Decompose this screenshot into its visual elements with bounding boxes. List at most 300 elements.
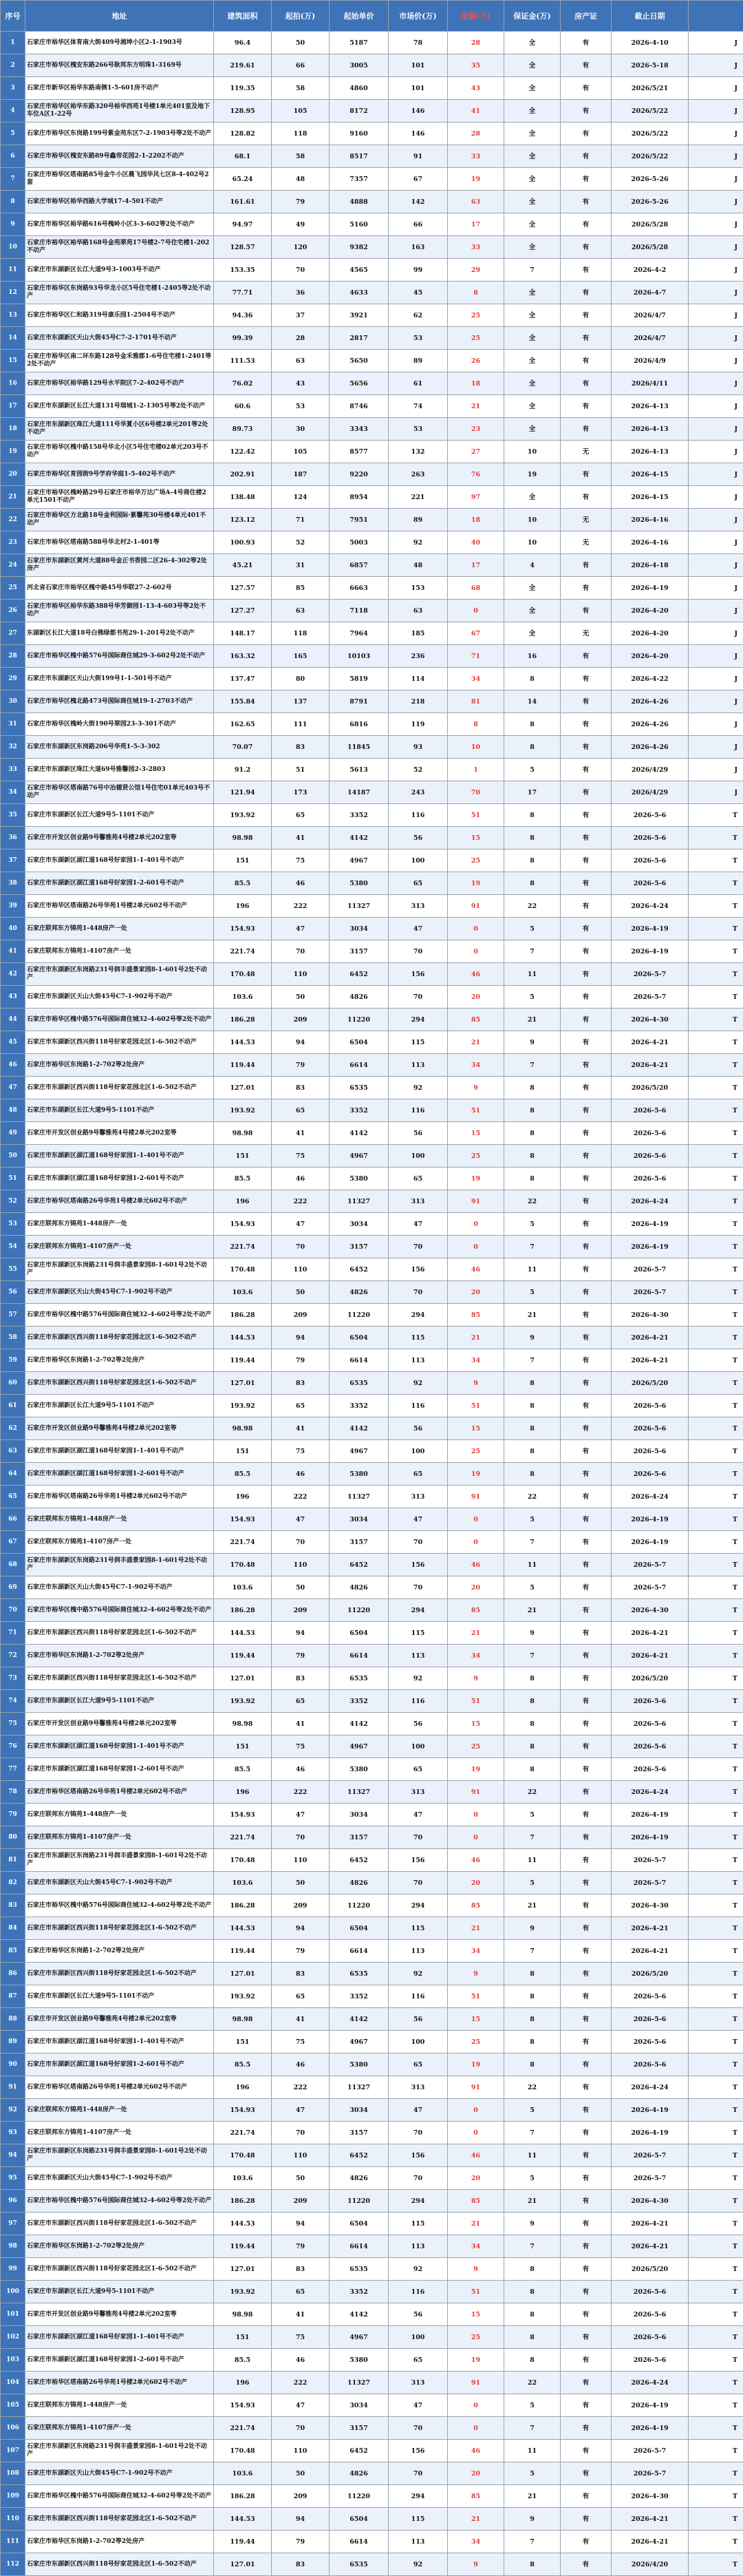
row-market-price: 185 <box>389 622 448 645</box>
row-unit-price: 5650 <box>330 350 389 372</box>
row-address: 石家庄市裕华区槐中路576号国际商住城32-4-602号等2处不动产 <box>25 1009 214 1031</box>
row-certificate: 有 <box>561 100 612 123</box>
row-type: T <box>689 1395 743 1417</box>
row-type: J <box>689 168 743 191</box>
row-discount: 19 <box>448 168 504 191</box>
row-deposit: 8 <box>504 1985 561 2008</box>
row-market-price: 56 <box>389 2008 448 2031</box>
row-market-price: 113 <box>389 1940 448 1963</box>
row-start-price: 75 <box>272 2326 330 2349</box>
row-discount: 0 <box>448 1213 504 1236</box>
row-end-date: 2026-4-15 <box>612 486 689 509</box>
row-start-price: 94 <box>272 2213 330 2235</box>
row-certificate: 无 <box>561 531 612 554</box>
row-end-date: 2026-5-7 <box>612 1872 689 1894</box>
row-deposit: 全 <box>504 395 561 418</box>
row-deposit: 11 <box>504 1554 561 1576</box>
row-unit-price: 3157 <box>330 1531 389 1554</box>
row-start-price: 50 <box>272 2462 330 2485</box>
row-area: 221.74 <box>214 1826 272 1849</box>
row-deposit: 全 <box>504 372 561 395</box>
row-address: 河北省石家庄市裕华区槐中路45号华联27-2-602号 <box>25 577 214 600</box>
row-deposit: 7 <box>504 2235 561 2258</box>
row-certificate: 有 <box>561 32 612 54</box>
row-market-price: 63 <box>389 600 448 622</box>
row-index: 57 <box>1 1304 25 1327</box>
row-market-price: 91 <box>389 145 448 168</box>
row-certificate: 有 <box>561 1599 612 1622</box>
row-discount: 91 <box>448 895 504 918</box>
row-index: 94 <box>1 2144 25 2167</box>
row-certificate: 有 <box>561 1122 612 1145</box>
row-index: 91 <box>1 2076 25 2099</box>
row-certificate: 有 <box>561 2440 612 2462</box>
row-market-price: 47 <box>389 918 448 940</box>
row-certificate: 有 <box>561 2394 612 2417</box>
table-row <box>1 1963 743 1985</box>
row-end-date: 2026-4-24 <box>612 2076 689 2099</box>
row-discount: 21 <box>448 2213 504 2235</box>
row-unit-price: 7964 <box>330 622 389 645</box>
row-deposit: 8 <box>504 2281 561 2303</box>
row-discount: 15 <box>448 1122 504 1145</box>
row-certificate: 有 <box>561 1735 612 1758</box>
row-market-price: 156 <box>389 963 448 986</box>
row-deposit: 全 <box>504 622 561 645</box>
row-type: J <box>689 100 743 123</box>
row-address: 石家庄市东湖新区西兴街118号好家花园北区1-6-502不动产 <box>25 1917 214 1940</box>
row-type: T <box>689 2144 743 2167</box>
row-address: 石家庄联邦东方锦苑1-448房产一处 <box>25 1213 214 1236</box>
row-type: T <box>689 940 743 963</box>
row-certificate: 有 <box>561 1872 612 1894</box>
row-start-price: 222 <box>272 895 330 918</box>
row-start-price: 51 <box>272 759 330 781</box>
row-unit-price: 3157 <box>330 2122 389 2144</box>
row-start-price: 63 <box>272 350 330 372</box>
table-row <box>1 1781 743 1804</box>
row-discount: 34 <box>448 2235 504 2258</box>
row-certificate: 有 <box>561 2531 612 2553</box>
row-area: 45.21 <box>214 554 272 577</box>
row-certificate: 有 <box>561 1645 612 1667</box>
row-certificate: 有 <box>561 1758 612 1781</box>
row-market-price: 99 <box>389 259 448 282</box>
row-unit-price: 4967 <box>330 1440 389 1463</box>
row-certificate: 有 <box>561 872 612 895</box>
row-address: 石家庄市裕华区裕华路168号金苑翠苑17号楼2-7号住宅楼1-202不动产 <box>25 236 214 259</box>
row-area: 98.98 <box>214 1713 272 1735</box>
row-unit-price: 6504 <box>330 1917 389 1940</box>
row-unit-price: 4967 <box>330 2326 389 2349</box>
row-address: 石家庄市裕华区槐岭大街190号翠园23-3-301不动产 <box>25 713 214 736</box>
row-unit-price: 11220 <box>330 2485 389 2508</box>
row-certificate: 有 <box>561 1826 612 1849</box>
row-certificate: 有 <box>561 1281 612 1304</box>
row-deposit: 8 <box>504 1168 561 1190</box>
row-unit-price: 5656 <box>330 372 389 395</box>
row-address: 石家庄市裕华区东岗路1-2-702等2处房产 <box>25 1054 214 1077</box>
row-end-date: 2026-4-10 <box>612 32 689 54</box>
row-unit-price: 3034 <box>330 2394 389 2417</box>
row-discount: 20 <box>448 2167 504 2190</box>
row-address: 石家庄市东湖新区湖江道168号好家园1-1-401号不动产 <box>25 1735 214 1758</box>
row-unit-price: 6452 <box>330 2144 389 2167</box>
row-address: 石家庄市东湖新区东岗路231号润丰盛景家园8-1-601号2处不动产 <box>25 1849 214 1872</box>
row-unit-price: 6614 <box>330 1054 389 1077</box>
row-address: 石家庄市裕华区塔南路26号华苑1号楼2单元602号不动产 <box>25 895 214 918</box>
row-type: J <box>689 668 743 690</box>
row-index: 13 <box>1 304 25 327</box>
row-discount: 17 <box>448 554 504 577</box>
row-market-price: 92 <box>389 2258 448 2281</box>
row-end-date: 2026-4-30 <box>612 2190 689 2213</box>
row-certificate: 有 <box>561 1395 612 1417</box>
row-area: 119.44 <box>214 1940 272 1963</box>
table-row <box>1 1804 743 1826</box>
row-type: J <box>689 213 743 236</box>
row-area: 138.48 <box>214 486 272 509</box>
row-start-price: 28 <box>272 327 330 350</box>
row-discount: 34 <box>448 1054 504 1077</box>
row-end-date: 2026-4-19 <box>612 1804 689 1826</box>
row-area: 119.44 <box>214 1054 272 1077</box>
row-start-price: 52 <box>272 531 330 554</box>
table-row <box>1 1554 743 1576</box>
row-market-price: 70 <box>389 1281 448 1304</box>
row-discount: 46 <box>448 2144 504 2167</box>
row-start-price: 50 <box>272 32 330 54</box>
row-end-date: 2026-5-6 <box>612 804 689 827</box>
row-market-price: 70 <box>389 1872 448 1894</box>
row-end-date: 2026/5/21 <box>612 77 689 100</box>
row-type: J <box>689 123 743 145</box>
row-start-price: 41 <box>272 1417 330 1440</box>
table-row <box>1 2440 743 2462</box>
row-address: 石家庄市裕华区体育南大街409号湘坤小区2-1-1903号 <box>25 32 214 54</box>
row-deposit: 21 <box>504 1304 561 1327</box>
row-end-date: 2026-5-7 <box>612 2462 689 2485</box>
row-end-date: 2026/5/22 <box>612 145 689 168</box>
row-market-price: 115 <box>389 2508 448 2531</box>
table-row <box>1 1031 743 1054</box>
row-end-date: 2026-4-13 <box>612 441 689 463</box>
row-discount: 25 <box>448 2326 504 2349</box>
row-discount: 34 <box>448 2531 504 2553</box>
row-area: 89.73 <box>214 418 272 441</box>
row-unit-price: 9160 <box>330 123 389 145</box>
row-discount: 25 <box>448 2031 504 2054</box>
table-row <box>1 736 743 759</box>
row-unit-price: 6452 <box>330 1554 389 1576</box>
row-address: 石家庄市裕华区塔南路26号华苑1号楼2单元602号不动产 <box>25 2076 214 2099</box>
row-unit-price: 4826 <box>330 1281 389 1304</box>
row-market-price: 294 <box>389 1304 448 1327</box>
row-type: J <box>689 645 743 668</box>
row-discount: 15 <box>448 1713 504 1735</box>
row-certificate: 有 <box>561 1031 612 1054</box>
row-type: T <box>689 1099 743 1122</box>
table-row <box>1 1009 743 1031</box>
row-certificate: 有 <box>561 1077 612 1099</box>
row-type: T <box>689 2508 743 2531</box>
row-address: 石家庄市裕华区裕华西路大学城17-4-501不动产 <box>25 191 214 213</box>
table-row <box>1 1099 743 1122</box>
row-start-price: 70 <box>272 1826 330 1849</box>
row-certificate: 有 <box>561 1054 612 1077</box>
row-deposit: 8 <box>504 1463 561 1486</box>
row-start-price: 83 <box>272 2553 330 2576</box>
row-type: T <box>689 1758 743 1781</box>
row-type: J <box>689 145 743 168</box>
row-index: 24 <box>1 554 25 577</box>
row-unit-price: 6504 <box>330 2508 389 2531</box>
row-index: 39 <box>1 895 25 918</box>
row-area: 151 <box>214 849 272 872</box>
row-index: 28 <box>1 645 25 668</box>
row-deposit: 5 <box>504 1213 561 1236</box>
row-type: J <box>689 577 743 600</box>
row-index: 54 <box>1 1236 25 1258</box>
row-type: T <box>689 849 743 872</box>
row-certificate: 有 <box>561 2258 612 2281</box>
row-type: T <box>689 2394 743 2417</box>
row-start-price: 46 <box>272 1463 330 1486</box>
row-certificate: 有 <box>561 804 612 827</box>
row-start-price: 70 <box>272 2122 330 2144</box>
row-index: 73 <box>1 1667 25 1690</box>
row-discount: 33 <box>448 236 504 259</box>
row-certificate: 有 <box>561 1554 612 1576</box>
table-row <box>1 2076 743 2099</box>
row-unit-price: 11327 <box>330 895 389 918</box>
row-certificate: 有 <box>561 77 612 100</box>
row-area: 103.6 <box>214 2167 272 2190</box>
row-index: 41 <box>1 940 25 963</box>
row-discount: 19 <box>448 872 504 895</box>
table-row <box>1 1417 743 1440</box>
row-start-price: 173 <box>272 781 330 804</box>
row-deposit: 5 <box>504 1804 561 1826</box>
row-end-date: 2026-5-7 <box>612 963 689 986</box>
row-certificate: 有 <box>561 236 612 259</box>
row-deposit: 5 <box>504 1576 561 1599</box>
row-address: 石家庄市东湖新区西兴街118号好家花园北区1-6-502不动产 <box>25 1622 214 1645</box>
row-end-date: 2026/5/28 <box>612 213 689 236</box>
row-market-price: 70 <box>389 940 448 963</box>
row-type: T <box>689 1145 743 1168</box>
row-index: 86 <box>1 1963 25 1985</box>
row-end-date: 2026-4-21 <box>612 2531 689 2553</box>
row-end-date: 2026-5-7 <box>612 1554 689 1576</box>
row-discount: 21 <box>448 1031 504 1054</box>
row-index: 16 <box>1 372 25 395</box>
row-area: 98.98 <box>214 2303 272 2326</box>
row-market-price: 65 <box>389 1758 448 1781</box>
row-discount: 46 <box>448 963 504 986</box>
row-end-date: 2026-4-21 <box>612 2213 689 2235</box>
row-end-date: 2026-5-26 <box>612 191 689 213</box>
row-type: J <box>689 350 743 372</box>
row-certificate: 有 <box>561 668 612 690</box>
row-discount: 91 <box>448 1486 504 1508</box>
row-market-price: 100 <box>389 1440 448 1463</box>
row-address: 石家庄市东湖新区天山大街45号C7-1-902号不动产 <box>25 1281 214 1304</box>
row-market-price: 47 <box>389 2099 448 2122</box>
row-market-price: 294 <box>389 1894 448 1917</box>
row-area: 144.53 <box>214 1327 272 1349</box>
row-area: 122.42 <box>214 441 272 463</box>
table-row <box>1 804 743 827</box>
row-area: 193.92 <box>214 804 272 827</box>
row-area: 103.6 <box>214 1872 272 1894</box>
row-market-price: 70 <box>389 2417 448 2440</box>
row-start-price: 94 <box>272 1327 330 1349</box>
row-end-date: 2026-4-19 <box>612 2122 689 2144</box>
row-unit-price: 11220 <box>330 1894 389 1917</box>
row-certificate: 有 <box>561 304 612 327</box>
row-market-price: 115 <box>389 2213 448 2235</box>
table-row <box>1 577 743 600</box>
row-market-price: 61 <box>389 372 448 395</box>
row-discount: 91 <box>448 2076 504 2099</box>
row-discount: 1 <box>448 759 504 781</box>
row-start-price: 222 <box>272 2372 330 2394</box>
row-area: 137.47 <box>214 668 272 690</box>
row-type: T <box>689 1599 743 1622</box>
row-index: 108 <box>1 2462 25 2485</box>
row-area: 119.44 <box>214 2531 272 2553</box>
row-end-date: 2026-4-24 <box>612 1190 689 1213</box>
row-type: T <box>689 1486 743 1508</box>
row-area: 127.01 <box>214 1077 272 1099</box>
header-area: 建筑面积 <box>214 1 272 32</box>
row-type: J <box>689 327 743 350</box>
row-address: 石家庄市东湖新区珠江大道111号华夏小区6号楼2单元201等2处不动产 <box>25 418 214 441</box>
row-certificate: 有 <box>561 2485 612 2508</box>
row-unit-price: 6452 <box>330 963 389 986</box>
row-start-price: 83 <box>272 2258 330 2281</box>
row-market-price: 218 <box>389 690 448 713</box>
row-unit-price: 4967 <box>330 2031 389 2054</box>
row-discount: 68 <box>448 577 504 600</box>
row-deposit: 22 <box>504 2372 561 2394</box>
row-market-price: 66 <box>389 213 448 236</box>
row-area: 127.01 <box>214 2258 272 2281</box>
row-deposit: 22 <box>504 1781 561 1804</box>
row-deposit: 21 <box>504 2485 561 2508</box>
row-certificate: 有 <box>561 645 612 668</box>
row-area: 85.5 <box>214 1168 272 1190</box>
row-certificate: 有 <box>561 849 612 872</box>
row-start-price: 209 <box>272 1599 330 1622</box>
row-certificate: 有 <box>561 1622 612 1645</box>
table-row <box>1 1327 743 1349</box>
row-deposit: 全 <box>504 577 561 600</box>
row-index: 112 <box>1 2553 25 2576</box>
row-market-price: 65 <box>389 1168 448 1190</box>
row-start-price: 79 <box>272 2235 330 2258</box>
row-type: T <box>689 2303 743 2326</box>
row-unit-price: 5380 <box>330 1463 389 1486</box>
row-discount: 91 <box>448 1190 504 1213</box>
row-deposit: 8 <box>504 872 561 895</box>
row-discount: 51 <box>448 1395 504 1417</box>
row-discount: 15 <box>448 1417 504 1440</box>
row-type: J <box>689 236 743 259</box>
table-row <box>1 2235 743 2258</box>
header-market-price: 市场价(万) <box>389 1 448 32</box>
table-row <box>1 1486 743 1508</box>
table-row <box>1 2349 743 2372</box>
row-index: 11 <box>1 259 25 282</box>
row-unit-price: 6504 <box>330 1327 389 1349</box>
row-index: 89 <box>1 2031 25 2054</box>
row-market-price: 101 <box>389 54 448 77</box>
row-index: 14 <box>1 327 25 350</box>
row-deposit: 9 <box>504 1917 561 1940</box>
row-deposit: 8 <box>504 2258 561 2281</box>
row-deposit: 5 <box>504 2167 561 2190</box>
row-area: 193.92 <box>214 2281 272 2303</box>
row-unit-price: 3157 <box>330 1236 389 1258</box>
row-unit-price: 5380 <box>330 1758 389 1781</box>
row-index: 5 <box>1 123 25 145</box>
row-market-price: 70 <box>389 2462 448 2485</box>
row-deposit: 5 <box>504 2394 561 2417</box>
row-start-price: 47 <box>272 1213 330 1236</box>
row-deposit: 全 <box>504 236 561 259</box>
row-unit-price: 11327 <box>330 1190 389 1213</box>
row-end-date: 2026-4-30 <box>612 1009 689 1031</box>
table-row <box>1 2372 743 2394</box>
row-address: 石家庄市东湖新区长江大道9号5-1101不动产 <box>25 1690 214 1713</box>
row-unit-price: 11327 <box>330 2076 389 2099</box>
row-address: 石家庄市东湖新区长江大道9号5-1101不动产 <box>25 2281 214 2303</box>
row-unit-price: 4142 <box>330 1417 389 1440</box>
row-discount: 85 <box>448 1304 504 1327</box>
row-address: 石家庄市裕华区槐中路576号国际商住城32-4-602号等2处不动产 <box>25 2190 214 2213</box>
row-discount: 25 <box>448 327 504 350</box>
row-certificate: 有 <box>561 2508 612 2531</box>
row-index: 31 <box>1 713 25 736</box>
row-end-date: 2026-4-30 <box>612 1894 689 1917</box>
row-certificate: 有 <box>561 1667 612 1690</box>
row-type: T <box>689 2008 743 2031</box>
row-market-price: 56 <box>389 1417 448 1440</box>
row-type: T <box>689 1622 743 1645</box>
row-unit-price: 8746 <box>330 395 389 418</box>
row-unit-price: 6535 <box>330 2553 389 2576</box>
row-start-price: 50 <box>272 1872 330 1894</box>
row-address: 石家庄市东湖新区东岗路206号华苑1-5-3-302 <box>25 736 214 759</box>
row-market-price: 119 <box>389 713 448 736</box>
table-body <box>1 32 743 2576</box>
row-start-price: 118 <box>272 622 330 645</box>
header-row <box>1 1 743 32</box>
row-area: 94.97 <box>214 213 272 236</box>
row-address: 石家庄市东湖新区东岗路231号润丰盛景家园8-1-601号2处不动产 <box>25 2440 214 2462</box>
row-market-price: 114 <box>389 668 448 690</box>
row-market-price: 70 <box>389 2122 448 2144</box>
row-type: J <box>689 622 743 645</box>
table-row <box>1 1872 743 1894</box>
row-index: 80 <box>1 1826 25 1849</box>
row-end-date: 2026-5-6 <box>612 2349 689 2372</box>
table-row <box>1 123 743 145</box>
row-area: 196 <box>214 1486 272 1508</box>
table-row <box>1 895 743 918</box>
